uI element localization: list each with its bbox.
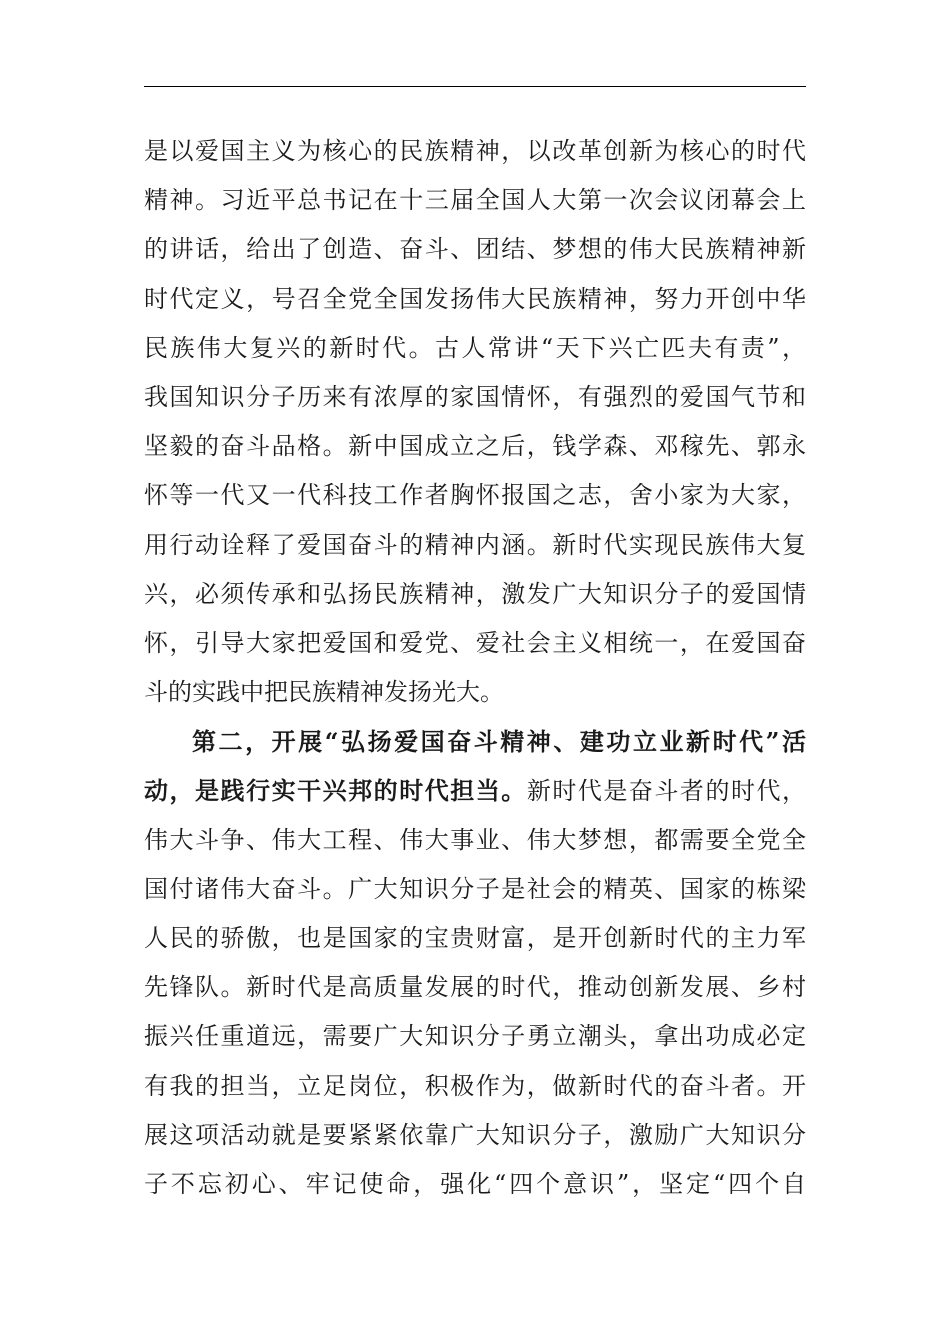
text-line: 振兴任重道远，需要广大知识分子勇立潮头，拿出功成必定 <box>144 1022 806 1051</box>
text-line: 时代定义，号召全党全国发扬伟大民族精神，努力开创中华 <box>144 284 806 313</box>
text-line: 子不忘初心、牢记使命，强化“四个意识”，坚定“四个自 <box>144 1169 806 1198</box>
text-line: 有我的担当，立足岗位，积极作为，做新时代的奋斗者。开 <box>144 1071 806 1100</box>
paragraph-2 <box>144 717 806 1209</box>
paragraph-lead: 动，是践行实干兴邦的时代担当。 <box>144 776 527 806</box>
text-line: 怀，引导大家把爱国和爱党、爱社会主义相统一，在爱国奋 <box>144 628 806 657</box>
text-line: 伟大斗争、伟大工程、伟大事业、伟大梦想，都需要全党全 <box>144 825 806 854</box>
text-line <box>144 717 806 766</box>
paragraph-1 <box>144 127 806 717</box>
text-line: 人民的骄傲，也是国家的宝贵财富，是开创新时代的主力军 <box>144 924 806 952</box>
text-line: 用行动诠释了爱国奋斗的精神内涵。新时代实现民族伟大复 <box>144 530 806 559</box>
text-line: 兴，必须传承和弘扬民族精神，激发广大知识分子的爱国情 <box>144 579 806 608</box>
text-line: 民族伟大复兴的新时代。古人常讲“天下兴亡匹夫有责”， <box>144 333 806 362</box>
text-line: 展这项活动就是要紧紧依靠广大知识分子，激励广大知识分 <box>144 1120 806 1149</box>
text-line: 怀等一代又一代科技工作者胸怀报国之志，舍小家为大家， <box>144 481 806 510</box>
paragraph-lead: 第二，开展“弘扬爱国奋斗精神、建功立业新时代”活 <box>192 727 806 757</box>
text-line: 坚毅的奋斗品格。新中国成立之后，钱学森、邓稼先、郭永 <box>144 432 806 461</box>
header-rule <box>144 86 806 87</box>
text-line: 是以爱国主义为核心的民族精神，以改革创新为核心的时代 <box>144 137 806 165</box>
text-line: 我国知识分子历来有浓厚的家国情怀，有强烈的爱国气节和 <box>144 382 806 411</box>
text-line: 斗的实践中把民族精神发扬光大。 <box>144 678 504 707</box>
text-line: 国付诸伟大奋斗。广大知识分子是社会的精英、国家的栋梁 <box>144 874 806 903</box>
text-line: 先锋队。新时代是高质量发展的时代，推动创新发展、乡村 <box>144 973 806 1002</box>
text-line: 精神。习近平总书记在十三届全国人大第一次会议闭幕会上 <box>144 186 806 215</box>
text-line <box>144 766 806 815</box>
document-body <box>144 127 806 1209</box>
text-run: 新时代是奋斗者的时代， <box>526 777 807 806</box>
text-line: 的讲话，给出了创造、奋斗、团结、梦想的伟大民族精神新 <box>144 235 806 264</box>
